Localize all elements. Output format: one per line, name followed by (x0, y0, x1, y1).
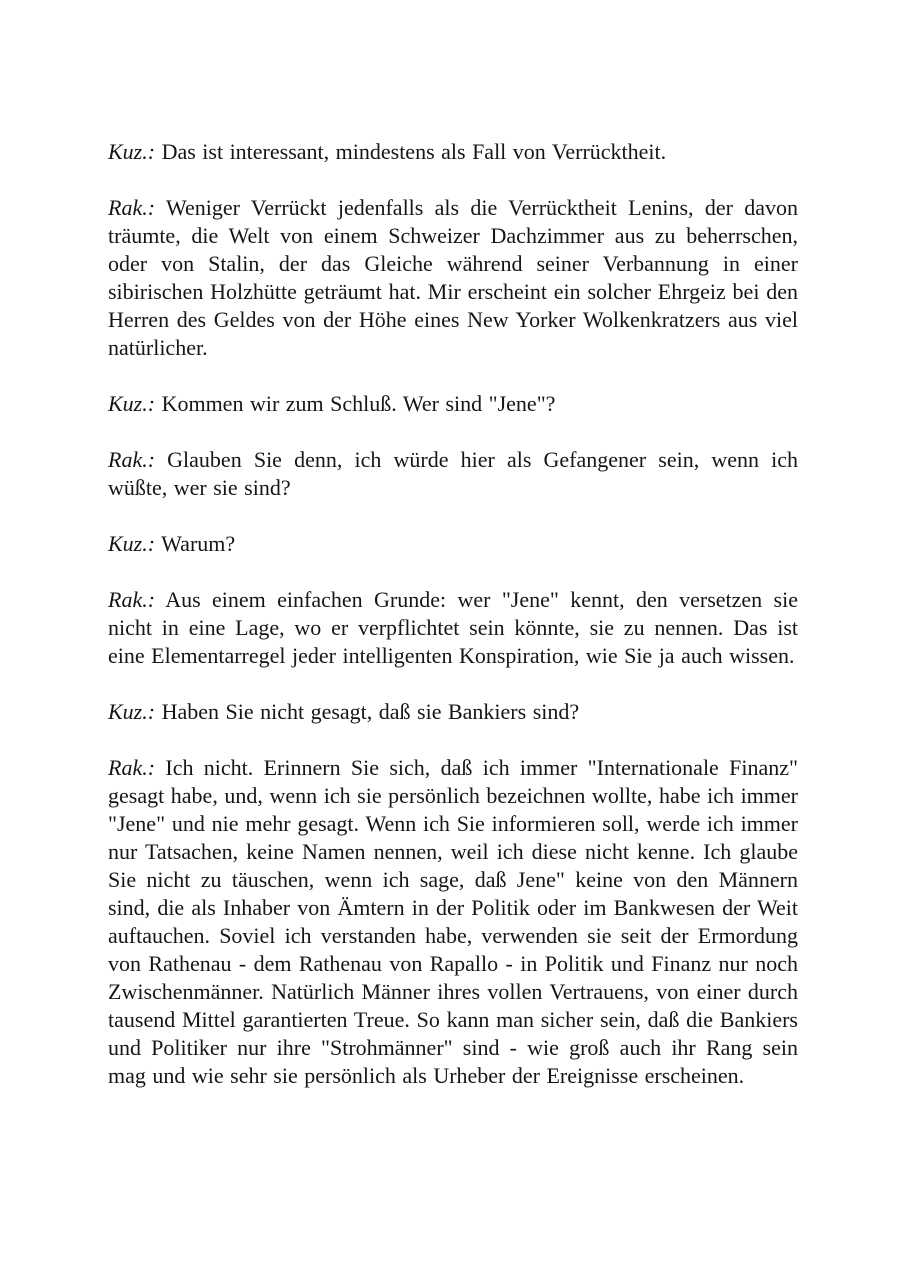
paragraph-text: Haben Sie nicht gesagt, daß sie Bankiers sind? (161, 699, 580, 724)
dialogue-paragraph (108, 194, 798, 362)
text-block (108, 138, 798, 1090)
speaker-label: Kuz.: (108, 139, 156, 164)
dialogue-paragraph (108, 390, 798, 418)
speaker-label: Rak.: (108, 447, 156, 472)
paragraph-text: Kommen wir zum Schluß. Wer sind "Jene"? (161, 391, 556, 416)
paragraph-text: Aus einem einfachen Grunde: wer "Jene" kennt, den versetzen sie nicht in eine Lage, wo er verpflichtet sein könnte, sie zu nennen. Das ist eine Elementarregel jeder intelligenten Konspiration, wie Sie ja auch wissen. (108, 587, 798, 668)
dialogue-paragraph (108, 586, 798, 670)
dialogue-paragraph (108, 698, 798, 726)
paragraph-text: Weniger Verrückt jedenfalls als die Verrücktheit Lenins, der davon träumte, die Welt von einem Schweizer Dachzimmer aus zu beherrschen, oder von Stalin, der das Gleiche während seiner Verbannung in einer sibirischen Holzhütte geträumt hat. Mir erscheint ein solcher Ehrgeiz bei den Herren des Geldes von der Höhe eines New Yorker Wolkenkratzers aus viel natürlicher. (108, 195, 799, 360)
paragraph-text: Ich nicht. Erinnern Sie sich, daß ich immer "Internationale Finanz" gesagt habe, und, wenn ich sie persönlich bezeichnen wollte, habe ich immer "Jene" und nie mehr gesagt. Wenn ich Sie informieren soll, werde ich immer nur Tatsachen, keine Namen nennen, weil ich diese nicht kenne. Ich glaube Sie nicht zu täuschen, wenn ich sage, daß Jene" keine von den Männern sind, die als Inhaber von Ämtern in der Politik oder im Bankwesen der Weit auftauchen. Soviel ich verstanden habe, verwenden sie seit der Ermordung von Rathenau - dem Rathenau von Rapallo - in Politik und Finanz nur noch Zwischenmänner. Natürlich Männer ihres vollen Vertrauens, von einer durch tausend Mittel garantierten Treue. So kann man sicher sein, daß die Bankiers und Politiker nur ihre "Strohmänner" sind - wie groß auch ihr Rang sein mag und wie sehr sie persönlich als Urheber der Ereignisse erscheinen. (108, 755, 799, 1088)
dialogue-paragraph (108, 446, 798, 502)
paragraph-text: Glauben Sie denn, ich würde hier als Gefangener sein, wenn ich wüßte, wer sie sind? (108, 447, 798, 500)
speaker-label: Rak.: (108, 195, 156, 220)
dialogue-paragraph (108, 754, 798, 1090)
paragraph-text: Das ist interessant, mindestens als Fall von Verrücktheit. (161, 139, 667, 164)
paragraph-text: Warum? (161, 531, 236, 556)
speaker-label: Kuz.: (108, 531, 156, 556)
speaker-label: Rak.: (108, 587, 156, 612)
dialogue-paragraph (108, 530, 798, 558)
dialogue-paragraph (108, 138, 798, 166)
speaker-label: Kuz.: (108, 699, 156, 724)
speaker-label: Rak.: (108, 755, 156, 780)
speaker-label: Kuz.: (108, 391, 156, 416)
